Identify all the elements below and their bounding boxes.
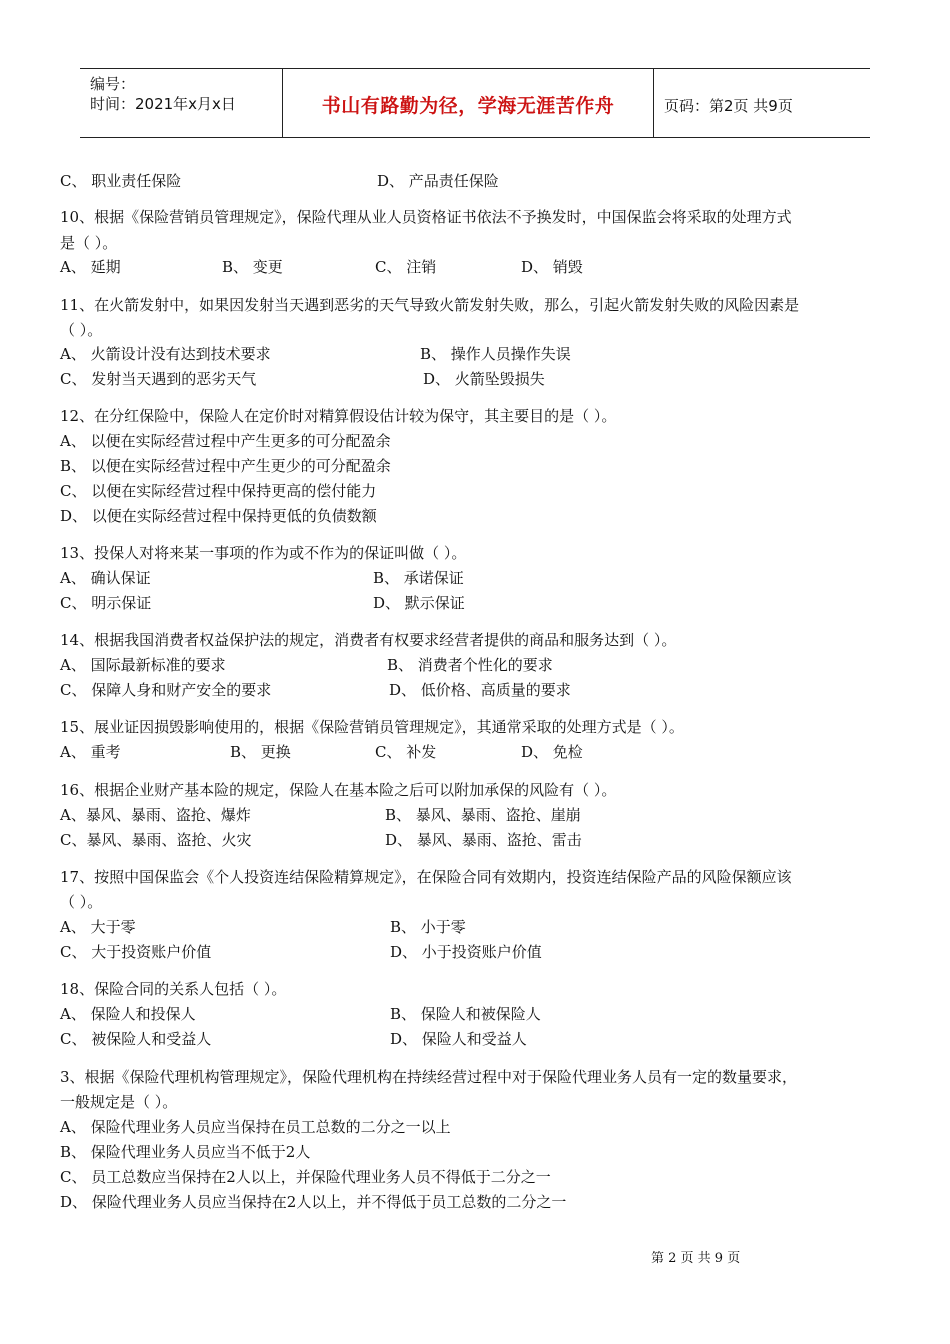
question-11: 11、在火箭发射中，如果因发射当天遇到恶劣的天气导致火箭发射失败，那么，引起火箭发射失败的风险因素是	[60, 296, 800, 314]
option-line: B、 以便在实际经营过程中产生更少的可分配盈余	[60, 457, 391, 475]
option-line: C、 明示保证	[60, 594, 152, 612]
option-line: D、 产品责任保险	[377, 172, 499, 190]
option-line: B、 保险代理业务人员应当不低于2人	[60, 1143, 311, 1161]
option-line: D、 火箭坠毁损失	[423, 370, 545, 388]
option-line: C、 补发	[375, 743, 437, 761]
option-line: B、 承诺保证	[373, 569, 464, 587]
document-header	[80, 68, 870, 138]
option-line: A、 保险代理业务人员应当保持在员工总数的二分之一以上	[60, 1118, 451, 1136]
option-line: D、 保险代理业务人员应当保持在2人以上，并不得低于员工总数的二分之一	[60, 1193, 567, 1211]
option-line: D、 低价格、高质量的要求	[389, 681, 571, 699]
option-line: C、 发射当天遇到的恶劣天气	[60, 370, 257, 388]
option-line: A、 国际最新标准的要求	[60, 656, 226, 674]
header-page-cell	[654, 69, 870, 137]
question-13: 13、投保人对将来某一事项的作为或不作为的保证叫做（ ）。	[60, 544, 467, 562]
option-line: C、 保障人身和财产安全的要求	[60, 681, 272, 699]
question-10: 10、根据《保险营销员管理规定》，保险代理从业人员资格证书依法不予换发时，中国保监会将采取的处理方式	[60, 208, 792, 226]
option-line: D、 暴风、暴雨、盗抢、雷击	[385, 831, 582, 849]
question-15: 15、展业证因损毁影响使用的，根据《保险营销员管理规定》，其通常采取的处理方式是（ ）。	[60, 718, 684, 736]
option-line: B、 变更	[222, 258, 283, 276]
option-line: D、 销毁	[521, 258, 583, 276]
header-time-label: 时间：2021年x月x日	[90, 95, 236, 113]
option-line: A、 确认保证	[60, 569, 151, 587]
header-motto: 书山有路勤为径，学海无涯苦作舟	[321, 95, 615, 117]
option-line: A、 大于零	[60, 918, 136, 936]
question-3-cont: 一般规定是（ ）。	[60, 1093, 178, 1111]
question-10-cont: 是（ ）。	[60, 234, 118, 252]
option-line: D、 默示保证	[373, 594, 465, 612]
question-16: 16、根据企业财产基本险的规定，保险人在基本险之后可以附加承保的风险有（ ）。	[60, 781, 617, 799]
option-line: D、 小于投资账户价值	[390, 943, 542, 961]
page-footer: 第 2 页 共 9 页	[651, 1251, 741, 1266]
header-info-cell	[80, 69, 282, 137]
header-number-label: 编号：	[90, 75, 136, 93]
option-line: C、 以便在实际经营过程中保持更高的偿付能力	[60, 482, 377, 500]
option-line: A、暴风、暴雨、盗抢、爆炸	[60, 806, 251, 824]
option-line: A、 火箭设计没有达到技术要求	[60, 345, 271, 363]
option-line: B、 消费者个性化的要求	[387, 656, 553, 674]
option-line: A、 重考	[60, 743, 121, 761]
question-3: 3、根据《保险代理机构管理规定》，保险代理机构在持续经营过程中对于保险代理业务人员有一定的数量要求，	[60, 1068, 798, 1086]
option-line: C、 职业责任保险	[60, 172, 182, 190]
option-line: B、 暴风、暴雨、盗抢、崖崩	[385, 806, 581, 824]
question-11-cont: （ ）。	[60, 321, 103, 339]
option-line: A、 以便在实际经营过程中产生更多的可分配盈余	[60, 432, 391, 450]
question-17-cont: （ ）。	[60, 893, 103, 911]
option-line: C、暴风、暴雨、盗抢、火灾	[60, 831, 252, 849]
option-line: D、 免检	[521, 743, 583, 761]
option-line: B、 操作人员操作失误	[420, 345, 571, 363]
option-line: C、 被保险人和受益人	[60, 1030, 212, 1048]
option-line: B、 保险人和被保险人	[390, 1005, 541, 1023]
option-line: D、 以便在实际经营过程中保持更低的负债数额	[60, 507, 377, 525]
option-line: C、 员工总数应当保持在2人以上，并保险代理业务人员不得低于二分之一	[60, 1168, 551, 1186]
header-motto-cell	[282, 69, 654, 137]
option-line: C、 注销	[375, 258, 437, 276]
option-line: B、 更换	[230, 743, 291, 761]
option-line: A、 延期	[60, 258, 121, 276]
header-page-label: 页码：第2页 共9页	[664, 97, 793, 115]
option-line: D、 保险人和受益人	[390, 1030, 527, 1048]
option-line: B、 小于零	[390, 918, 466, 936]
question-17: 17、按照中国保监会《个人投资连结保险精算规定》，在保险合同有效期内，投资连结保险产品的风险保额应该	[60, 868, 792, 886]
question-14: 14、根据我国消费者权益保护法的规定，消费者有权要求经营者提供的商品和服务达到（ ）。	[60, 631, 677, 649]
option-line: C、 大于投资账户价值	[60, 943, 212, 961]
option-line: A、 保险人和投保人	[60, 1005, 196, 1023]
question-12: 12、在分红保险中，保险人在定价时对精算假设估计较为保守，其主要目的是（ ）。	[60, 407, 617, 425]
question-18: 18、保险合同的关系人包括（ ）。	[60, 980, 287, 998]
